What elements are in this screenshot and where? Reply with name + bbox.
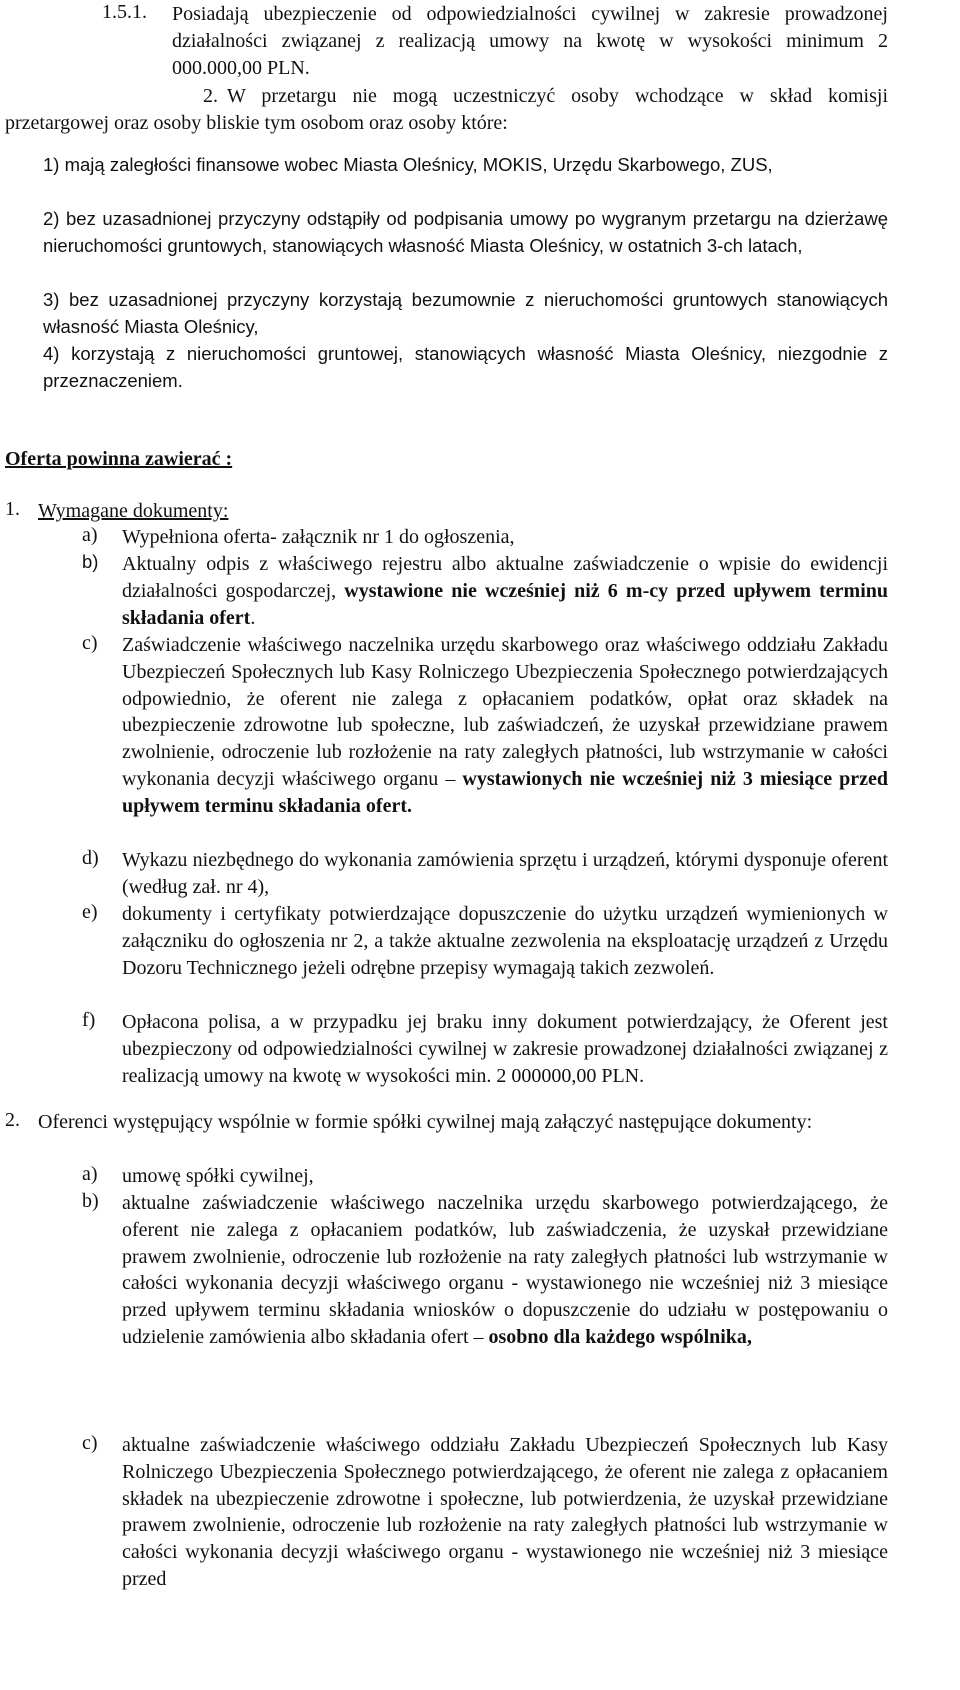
list-marker: b) [82, 551, 99, 572]
list-marker: b) [82, 1190, 99, 1212]
list-item: 2) bez uzasadnionej przyczyny odstąpiły od podpisania umowy po wygranym przetargu na dzierżawę nieruchomości gruntowych, stanowiących własność Miasta Oleśnicy, w ostatnich 3-ch latach, [43, 208, 888, 256]
list-item: dokumenty i certyfikaty potwierdzające dopuszczenie do użytku urządzeń wymienionych w załączniku do ogłoszenia nr 2, a także aktualne zezwolenia na eksploatację urządzeń z Urzędu Dozoru Technicznego jeżeli odrębne przepisy wymagają takich zezwoleń. [122, 903, 888, 979]
section-heading: Oferta powinna zawierać : [5, 448, 233, 470]
list-item: Aktualny odpis z właściwego rejestru albo aktualne zaświadczenie o wpisie do ewidencji działalności gospodarczej, wystawione nie wcześniej niż 6 m-cy przed upływem terminu składania ofert. [122, 553, 888, 629]
list-item: Opłacona polisa, a w przypadku jej braku inny dokument potwierdzający, że Oferent jest ubezpieczony od odpowiedzialności cywilnej w zakresie prowadzonej działalności związanej z realizacją umowy na kwotę w wysokości min. 2 000000,00 PLN. [122, 1011, 888, 1087]
list-item: umowę spółki cywilnej, [122, 1165, 314, 1187]
section-text: W przetargu nie mogą uczestniczyć osoby wchodzące w skład komisji przetargowej oraz osoby bliskie tym osobom oraz osoby które: [5, 85, 888, 134]
list-marker: f) [82, 1009, 96, 1031]
list-item: Oferenci występujący wspólnie w formie spółki cywilnej mają załączyć następujące dokumenty: [38, 1111, 813, 1133]
list-item: 1) mają zaległości finansowe wobec Miasta Oleśnicy, MOKIS, Urzędu Skarbowego, ZUS, [43, 154, 773, 175]
section-number: 2. [203, 85, 218, 107]
list-item: Wykazu niezbędnego do wykonania zamówienia sprzętu i urządzeń, którymi dysponuje oferent (według zał. nr 4), [122, 849, 888, 898]
list-marker: a) [82, 1163, 98, 1185]
list-number: 2. [5, 1109, 20, 1131]
list-item: aktualne zaświadczenie właściwego naczelnika urzędu skarbowego potwierdzającego, że oferent nie zalega z opłacaniem podatków, lub zaświadczenia, że uzyskał przewidziane prawem zwolnienie, odroczenie lub rozłożenie na raty zaległych płatności lub wstrzymanie w całości wykonania decyzji właściwego organu - wystawionego nie wcześniej niż 3 miesiące przed upływem terminu składania wniosków o dopuszczenie do udziału w postępowaniu o udzielenie zamówienia albo składania ofert – osobno dla każdego wspólnika, [122, 1192, 888, 1348]
list-marker: c) [82, 632, 98, 654]
list-item: Wypełniona oferta- załącznik nr 1 do ogłoszenia, [122, 526, 515, 548]
list-marker: a) [82, 524, 98, 546]
subsection-heading: Wymagane dokumenty: [38, 500, 229, 522]
list-marker: c) [82, 1432, 98, 1454]
list-marker: d) [82, 847, 99, 869]
list-item: 3) bez uzasadnionej przyczyny korzystają bezumownie z nieruchomości gruntowych stanowiących własność Miasta Oleśnicy, [43, 289, 888, 337]
list-item: aktualne zaświadczenie właściwego oddziału Zakładu Ubezpieczeń Społecznych lub Kasy Rolniczego Ubezpieczenia Społecznego potwierdzającego, że oferent nie zalega z opłacaniem składek na ubezpieczenie zdrowotne i społeczne, lub potwierdzenia, że uzyskał przewidziane prawem zwolnienie, odroczenie lub rozłożenie na raty zaległych płatności lub wstrzymanie w całości wykonania decyzji właściwego organu - wystawionego nie wcześniej niż 3 miesiące przed [122, 1434, 888, 1590]
list-item: 4) korzystają z nieruchomości gruntowej, stanowiących własność Miasta Oleśnicy, niezgodnie z przeznaczeniem. [43, 343, 888, 391]
list-marker: e) [82, 901, 98, 923]
section-paragraph [5, 83, 888, 137]
list-number: 1. [5, 498, 20, 520]
list-item: Zaświadczenie właściwego naczelnika urzędu skarbowego oraz właściwego oddziału Zakładu Ubezpieczeń Społecznych lub Kasy Rolniczego Ubezpieczenia Społecznego potwierdzających odpowiednio, że oferent nie zalega z opłacaniem podatków, opłat oraz składek na ubezpieczenie zdrowotne lub społeczne, lub zaświadczeń, że uzyskał przewidziane prawem zwolnienie, odroczenie lub rozłożenie na raty zaległych płatności, lub wstrzymanie w całości wykonania decyzji właściwego organu – wystawionych nie wcześniej niż 3 miesiące przed upływem terminu składania ofert. [122, 634, 889, 817]
section-number: 1.5.1. [102, 1, 147, 23]
section-paragraph: Posiadają ubezpieczenie od odpowiedzialności cywilnej w zakresie prowadzonej działalności związanej z realizacją umowy na kwotę w wysokości minimum 2 000.000,00 PLN. [172, 3, 888, 79]
